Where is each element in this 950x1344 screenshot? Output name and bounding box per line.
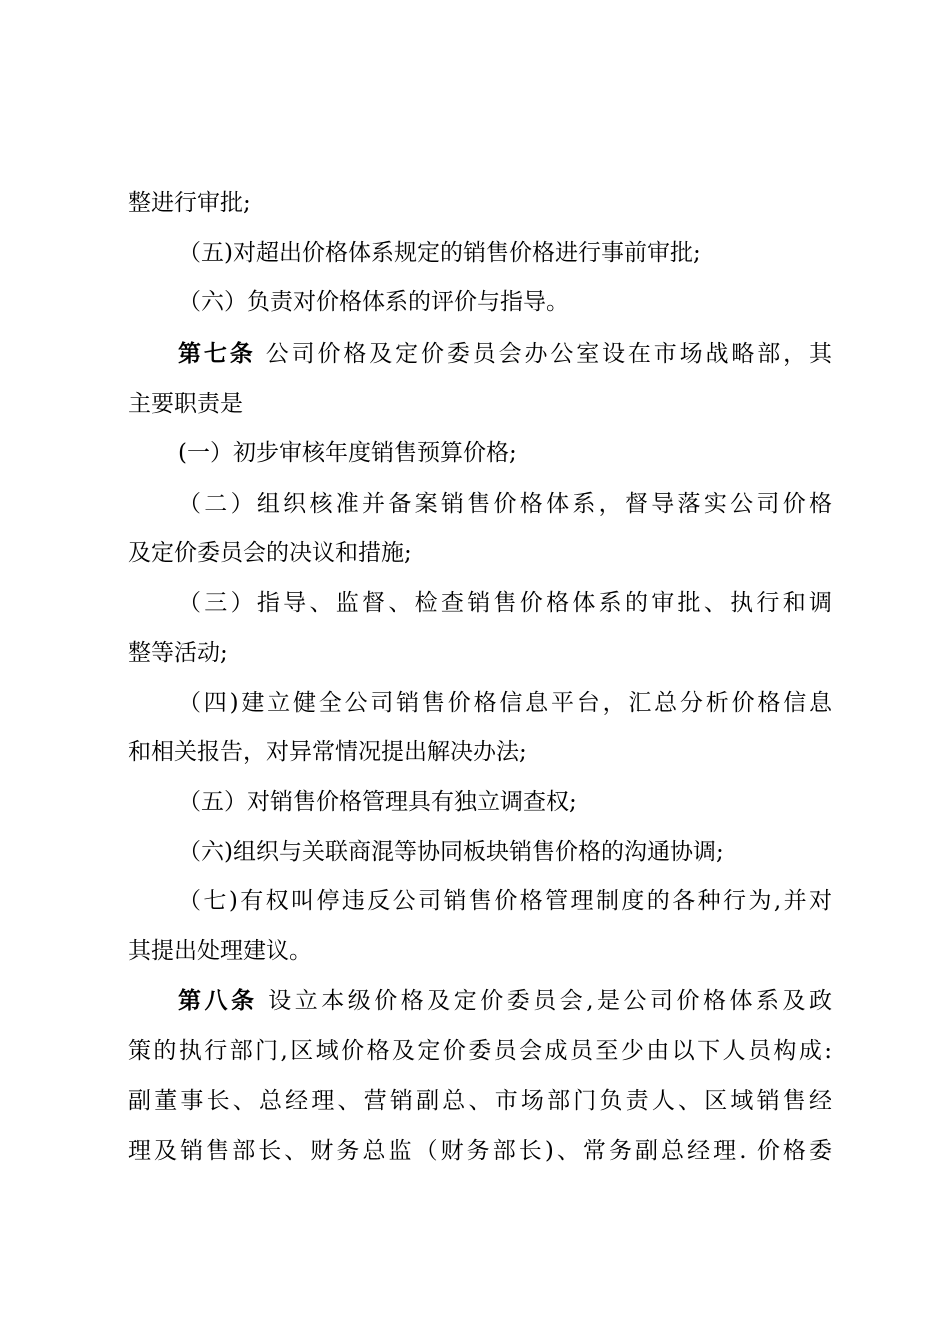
text-run: （四)建立健全公司销售价格信息平台，汇总分析价格信息 bbox=[178, 690, 832, 716]
text-line bbox=[178, 438, 832, 468]
text-line bbox=[128, 389, 832, 419]
text-line bbox=[178, 886, 832, 916]
text-run: （七)有权叫停违反公司销售价格管理制度的各种行为,并对 bbox=[178, 888, 832, 914]
text-run: 设立本级价格及定价委员会,是公司价格体系及政 bbox=[257, 988, 832, 1014]
text-run: （五)对超出价格体系规定的销售价格进行事前审批; bbox=[178, 240, 701, 266]
text-line bbox=[128, 1036, 832, 1066]
text-line bbox=[178, 837, 832, 867]
text-line bbox=[178, 688, 832, 718]
text-run: 公司价格及定价委员会办公室设在市场战略部，其 bbox=[255, 341, 832, 367]
text-line bbox=[128, 1136, 832, 1166]
text-run: 及定价委员会的决议和措施; bbox=[128, 540, 412, 566]
text-run: 其提出处理建议。 bbox=[128, 938, 312, 964]
text-run: 整等活动; bbox=[128, 640, 228, 666]
text-run: 和相关报告，对异常情况提出解决办法; bbox=[128, 739, 527, 765]
text-run: (一）初步审核年度销售预算价格; bbox=[178, 440, 517, 466]
text-line bbox=[178, 986, 832, 1016]
text-run: 副董事长、总经理、营销副总、市场部门负责人、区域销售经 bbox=[128, 1088, 832, 1114]
text-line bbox=[178, 287, 832, 317]
article-heading: 第八条 bbox=[178, 987, 258, 1014]
text-line bbox=[178, 339, 832, 369]
text-line bbox=[178, 787, 832, 817]
text-line bbox=[128, 638, 832, 668]
text-run: 理及销售部长、财务总监（财务部长)、常务副总经理. 价格委 bbox=[128, 1138, 832, 1164]
text-run: （三）指导、监督、检查销售价格体系的审批、执行和调 bbox=[178, 590, 832, 616]
text-run: （六）负责对价格体系的评价与指导。 bbox=[178, 289, 569, 315]
text-line bbox=[128, 737, 832, 767]
text-run: 主要职责是 bbox=[128, 391, 243, 417]
article-heading: 第七条 bbox=[178, 340, 256, 367]
text-line bbox=[178, 238, 832, 268]
text-run: （五）对销售价格管理具有独立调查权; bbox=[178, 789, 577, 815]
text-run: （二）组织核准并备案销售价格体系，督导落实公司价格 bbox=[178, 491, 832, 517]
text-line bbox=[128, 188, 832, 218]
text-line bbox=[178, 489, 832, 519]
text-line bbox=[128, 538, 832, 568]
text-line bbox=[128, 936, 832, 966]
text-run: 策的执行部门,区域价格及定价委员会成员至少由以下人员构成: bbox=[128, 1038, 832, 1064]
text-run: 整进行审批; bbox=[128, 190, 251, 216]
text-run: （六)组织与关联商混等协同板块销售价格的沟通协调; bbox=[178, 839, 724, 865]
text-line bbox=[128, 1086, 832, 1116]
text-line bbox=[178, 588, 832, 618]
